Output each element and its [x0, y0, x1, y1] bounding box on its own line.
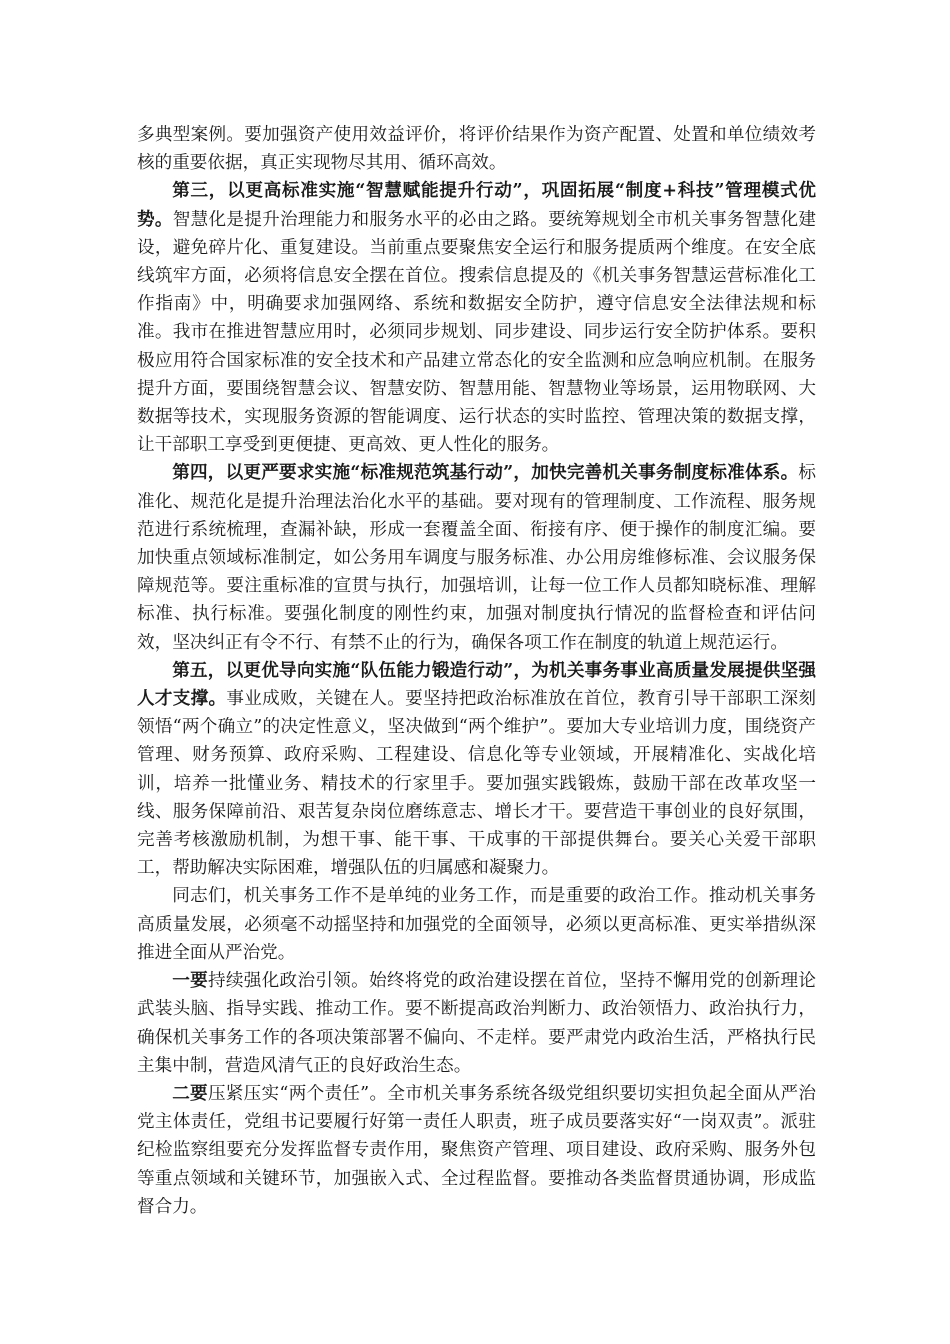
paragraph-text: 标准化、规范化是提升治理法治化水平的基础。要对现有的管理制度、工作流程、服务规范进行系统梳理，查漏补缺，形成一套覆盖全面、衔接有序、便于操作的制度汇编。要加快重点领域标准制定，如公务用车调度与服务标准、办公用房维修标准、会议服务保障规范等。要注重标准的宣贯与执行，加强培训，让每一位工作人员都知晓标准、理解标准、执行标准。要强化制度的刚性约束，加强对制度执行情况的监督检查和评估问效，坚决纠正有令不行、有禁不止的行为，确保各项工作在制度的轨道上规范运行。 — [137, 463, 816, 653]
paragraph-third-action — [137, 177, 816, 459]
paragraph-first-requirement — [137, 967, 816, 1080]
paragraph-text: 持续强化政治引领。始终将党的政治建设摆在首位，坚持不懈用党的创新理论武装头脑、指导实践、推动工作。要不断提高政治判断力、政治领悟力、政治执行力，确保机关事务工作的各项决策部署不偏向、不走样。要严肃党内政治生活，严格执行民主集中制，营造风清气正的良好政治生态。 — [137, 971, 816, 1076]
paragraph-lead: 第三，以更高标准实施“智慧赋能提升行动”，巩固拓展“制度+科技”管理模式优势。 — [137, 180, 816, 230]
paragraph-text: 事业成败，关键在人。要坚持把政治标准放在首位，教育引导干部职工深刻领悟“两个确立”的决定性意义，坚决做到“两个维护”。要加大专业培训力度，围绕资产管理、财务预算、政府采购、工程建设、信息化等专业领域，开展精准化、实战化培训，培养一批懂业务、精技术的行家里手。要加强实践锻炼，鼓励干部在改革攻坚一线、服务保障前沿、艰苦复杂岗位磨练意志、增长才干。要营造干事创业的良好氛围，完善考核激励机制，为想干事、能干事、干成事的干部提供舞台。要关心关爱干部职工，帮助解决实际困难，增强队伍的归属感和凝聚力。 — [137, 689, 816, 879]
paragraph-lead: 二要 — [172, 1082, 208, 1104]
paragraph-lead: 第五，以更优导向实施“队伍能力锻造行动”，为机关事务事业高质量发展提供坚强人才支撑。 — [137, 659, 816, 710]
paragraph-fourth-action — [137, 459, 816, 656]
paragraph-lead: 第四，以更严要求实施“标准规范筑基行动”，加快完善机关事务制度标准体系。 — [172, 462, 799, 484]
document-page — [137, 121, 816, 1221]
paragraph-lead: 一要 — [172, 970, 208, 992]
paragraph-text: 多典型案例。要加强资产使用效益评价，将评价结果作为资产配置、处置和单位绩效考核的重要依据，真正实现物尽其用、循环高效。 — [137, 125, 816, 174]
paragraph-continuation — [137, 121, 816, 177]
paragraph-text: 压紧压实“两个责任”。全市机关事务系统各级党组织要切实担负起全面从严治党主体责任，党组书记要履行好第一责任人职责，班子成员要落实好“一岗双责”。派驻纪检监察组要充分发挥监督专责作用，聚焦资产管理、项目建设、政府采购、服务外包等重点领域和关键环节，加强嵌入式、全过程监督。要推动各类监督贯通协调，形成监督合力。 — [137, 1083, 816, 1217]
paragraph-text: 智慧化是提升治理能力和服务水平的必由之路。要统筹规划全市机关事务智慧化建设，避免碎片化、重复建设。当前重点要聚焦安全运行和服务提质两个维度。在安全底线筑牢方面，必须将信息安全摆在首位。搜索信息提及的《机关事务智慧运营标准化工作指南》中，明确要求加强网络、系统和数据安全防护，遵守信息安全法律法规和标准。我市在推进智慧应用时，必须同步规划、同步建设、同步运行安全防护体系。要积极应用符合国家标准的安全技术和产品建立常态化的安全监测和应急响应机制。在服务提升方面，要围绕智慧会议、智慧安防、智慧用能、智慧物业等场景，运用物联网、大数据等技术，实现服务资源的智能调度、运行状态的实时监控、管理决策的数据支撑，让干部职工享受到更便捷、更高效、更人性化的服务。 — [137, 209, 816, 456]
paragraph-party-intro — [137, 882, 816, 967]
paragraph-second-requirement — [137, 1080, 816, 1221]
paragraph-fifth-action — [137, 657, 816, 883]
paragraph-text: 同志们，机关事务工作不是单纯的业务工作，而是重要的政治工作。推动机关事务高质量发展，必须毫不动摇坚持和加强党的全面领导，必须以更高标准、更实举措纵深推进全面从严治党。 — [137, 886, 816, 963]
